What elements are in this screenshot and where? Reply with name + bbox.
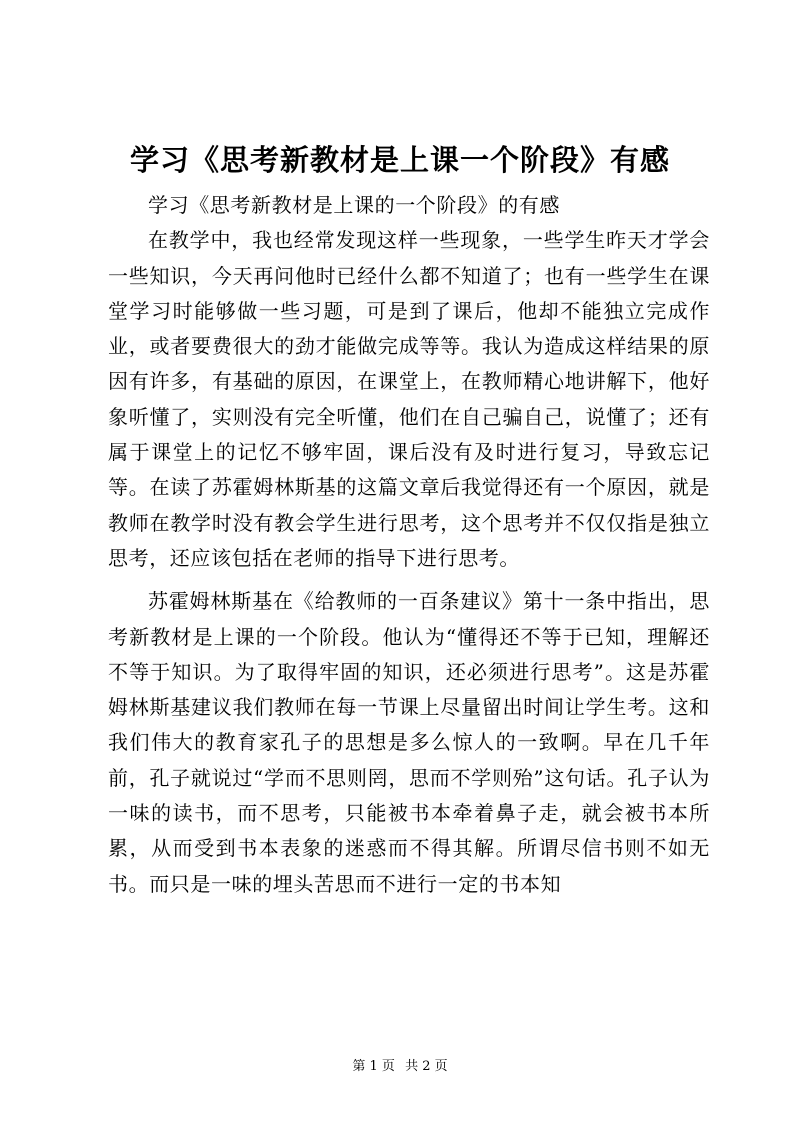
subtitle-paragraph: 学习《思考新教材是上课的一个阶段》的有感	[148, 193, 560, 217]
document-title: 学习《思考新教材是上课一个阶段》有感	[129, 143, 670, 177]
body-paragraph: 苏霍姆林斯基在《给教师的一百条建议》第十一条中指出，思考新教材是上课的一个阶段。他认为“懂得还不等于已知，理解还不等于知识。为了取得牢固的知识，还必须进行思考”。这是苏霍姆林斯基建议我们教师在每一节课上尽量留出时间让学生考。这和我们伟大的教育家孔子的思想是多么惊人的一致啊。早在几千年前，孔子就说过“学而不思则罔，思而不学则殆”这句话。孔子认为一味的读书，而不思考，只能被书本牵着鼻子走，就会被书本所累，从而受到书本表象的迷惑而不得其解。所谓尽信书则不如无书。而只是一味的埋头苦思而不进行一定的书本知	[108, 589, 710, 896]
document-body	[108, 188, 710, 902]
page-footer	[0, 1057, 800, 1077]
page-number-current: 第 1 页	[352, 1059, 395, 1074]
body-paragraph: 在教学中，我也经常发现这样一些现象，一些学生昨天才学会一些知识，今天再问他时已经什么都不知道了；也有一些学生在课堂学习时能够做一些习题，可是到了课后，他却不能独立完成作业，或者要费很大的劲才能做完成等等。我认为造成这样结果的原因有许多，有基础的原因，在课堂上，在教师精心地讲解下，他好象听懂了，实则没有完全听懂，他们在自己骗自己，说懂了；还有属于课堂上的记忆不够牢固，课后没有及时进行复习，导致忘记等。在读了苏霍姆林斯基的这篇文章后我觉得还有一个原因，就是教师在教学时没有教会学生进行思考，这个思考并不仅仅指是独立思考，还应该包括在老师的指导下进行思考。	[108, 228, 710, 570]
page-number-total: 共 2 页	[405, 1059, 448, 1074]
